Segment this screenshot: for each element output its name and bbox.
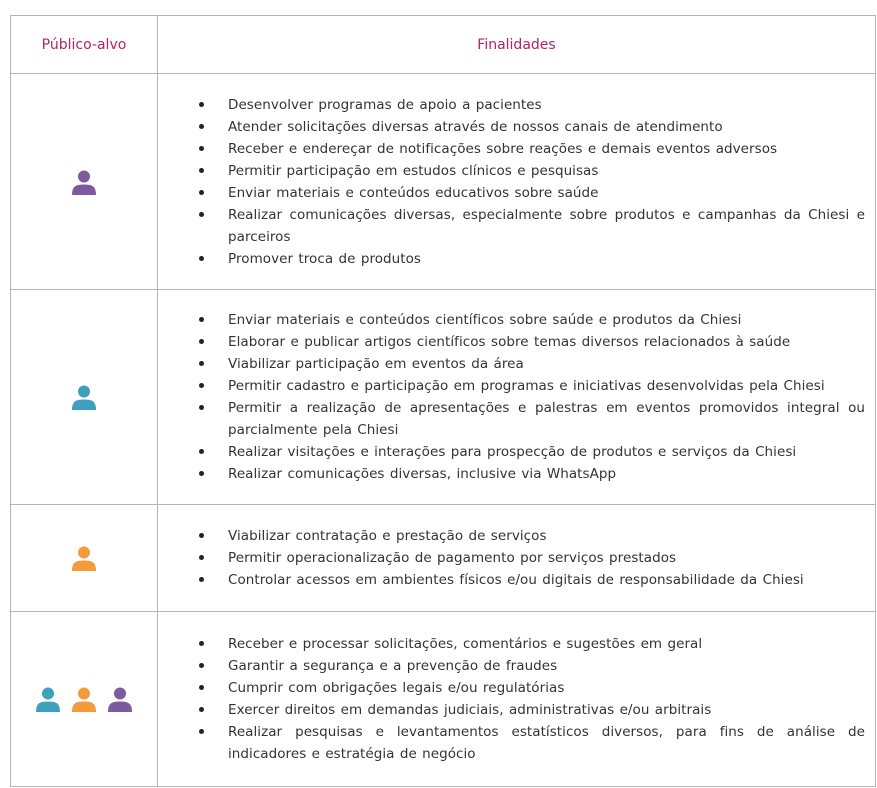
header-target-audience: Público-alvo — [11, 16, 158, 74]
list-item: Exercer direitos em demandas judiciais, administrativas e/ou arbitrais — [228, 699, 865, 721]
purposes-cell — [158, 290, 876, 505]
list-item: Garantir a segurança e a prevenção de fraudes — [228, 655, 865, 677]
list-item: Permitir participação em estudos clínicos e pesquisas — [228, 160, 865, 182]
purple-person-icon — [71, 169, 97, 195]
list-item: Receber e processar solicitações, comentários e sugestões em geral — [228, 633, 865, 655]
orange-person-icon — [71, 686, 97, 712]
table-row — [11, 74, 876, 290]
list-item: Cumprir com obrigações legais e/ou regulatórias — [228, 677, 865, 699]
purposes-list — [158, 94, 865, 270]
purposes-cell — [158, 612, 876, 787]
purple-person-icon — [107, 686, 133, 712]
list-item: Viabilizar contratação e prestação de serviços — [228, 525, 865, 547]
list-item: Atender solicitações diversas através de nossos canais de atendimento — [228, 116, 865, 138]
audience-cell — [11, 612, 158, 787]
table-row — [11, 612, 876, 787]
list-item: Enviar materiais e conteúdos científicos sobre saúde e produtos da Chiesi — [228, 309, 865, 331]
purposes-cell — [158, 505, 876, 612]
audience-cell — [11, 74, 158, 290]
header-purposes: Finalidades — [158, 16, 876, 74]
audience-cell — [11, 290, 158, 505]
table-header-row — [11, 16, 876, 74]
purposes-list — [158, 525, 865, 591]
list-item: Realizar visitações e interações para prospecção de produtos e serviços da Chiesi — [228, 441, 865, 463]
table-row — [11, 290, 876, 505]
orange-person-icon — [71, 545, 97, 571]
list-item: Permitir a realização de apresentações e palestras em eventos promovidos integral ou parcialmente pela Chiesi — [228, 397, 865, 441]
list-item: Promover troca de produtos — [228, 248, 865, 270]
purposes-cell — [158, 74, 876, 290]
list-item: Realizar pesquisas e levantamentos estatísticos diversos, para fins de análise de indicadores e estratégia de negócio — [228, 721, 865, 765]
purposes-list — [158, 633, 865, 765]
table-row — [11, 505, 876, 612]
purposes-list — [158, 309, 865, 485]
list-item: Permitir cadastro e participação em programas e iniciativas desenvolvidas pela Chiesi — [228, 375, 865, 397]
list-item: Viabilizar participação em eventos da área — [228, 353, 865, 375]
list-item: Permitir operacionalização de pagamento por serviços prestados — [228, 547, 865, 569]
list-item: Desenvolver programas de apoio a pacientes — [228, 94, 865, 116]
list-item: Elaborar e publicar artigos científicos sobre temas diversos relacionados à saúde — [228, 331, 865, 353]
list-item: Receber e endereçar de notificações sobre reações e demais eventos adversos — [228, 138, 865, 160]
list-item: Realizar comunicações diversas, inclusive via WhatsApp — [228, 463, 865, 485]
list-item: Realizar comunicações diversas, especialmente sobre produtos e campanhas da Chiesi e parceiros — [228, 204, 865, 248]
list-item: Enviar materiais e conteúdos educativos sobre saúde — [228, 182, 865, 204]
teal-person-icon — [71, 384, 97, 410]
list-item: Controlar acessos em ambientes físicos e/ou digitais de responsabilidade da Chiesi — [228, 569, 865, 591]
teal-person-icon — [35, 686, 61, 712]
purposes-table — [10, 15, 876, 787]
audience-cell — [11, 505, 158, 612]
